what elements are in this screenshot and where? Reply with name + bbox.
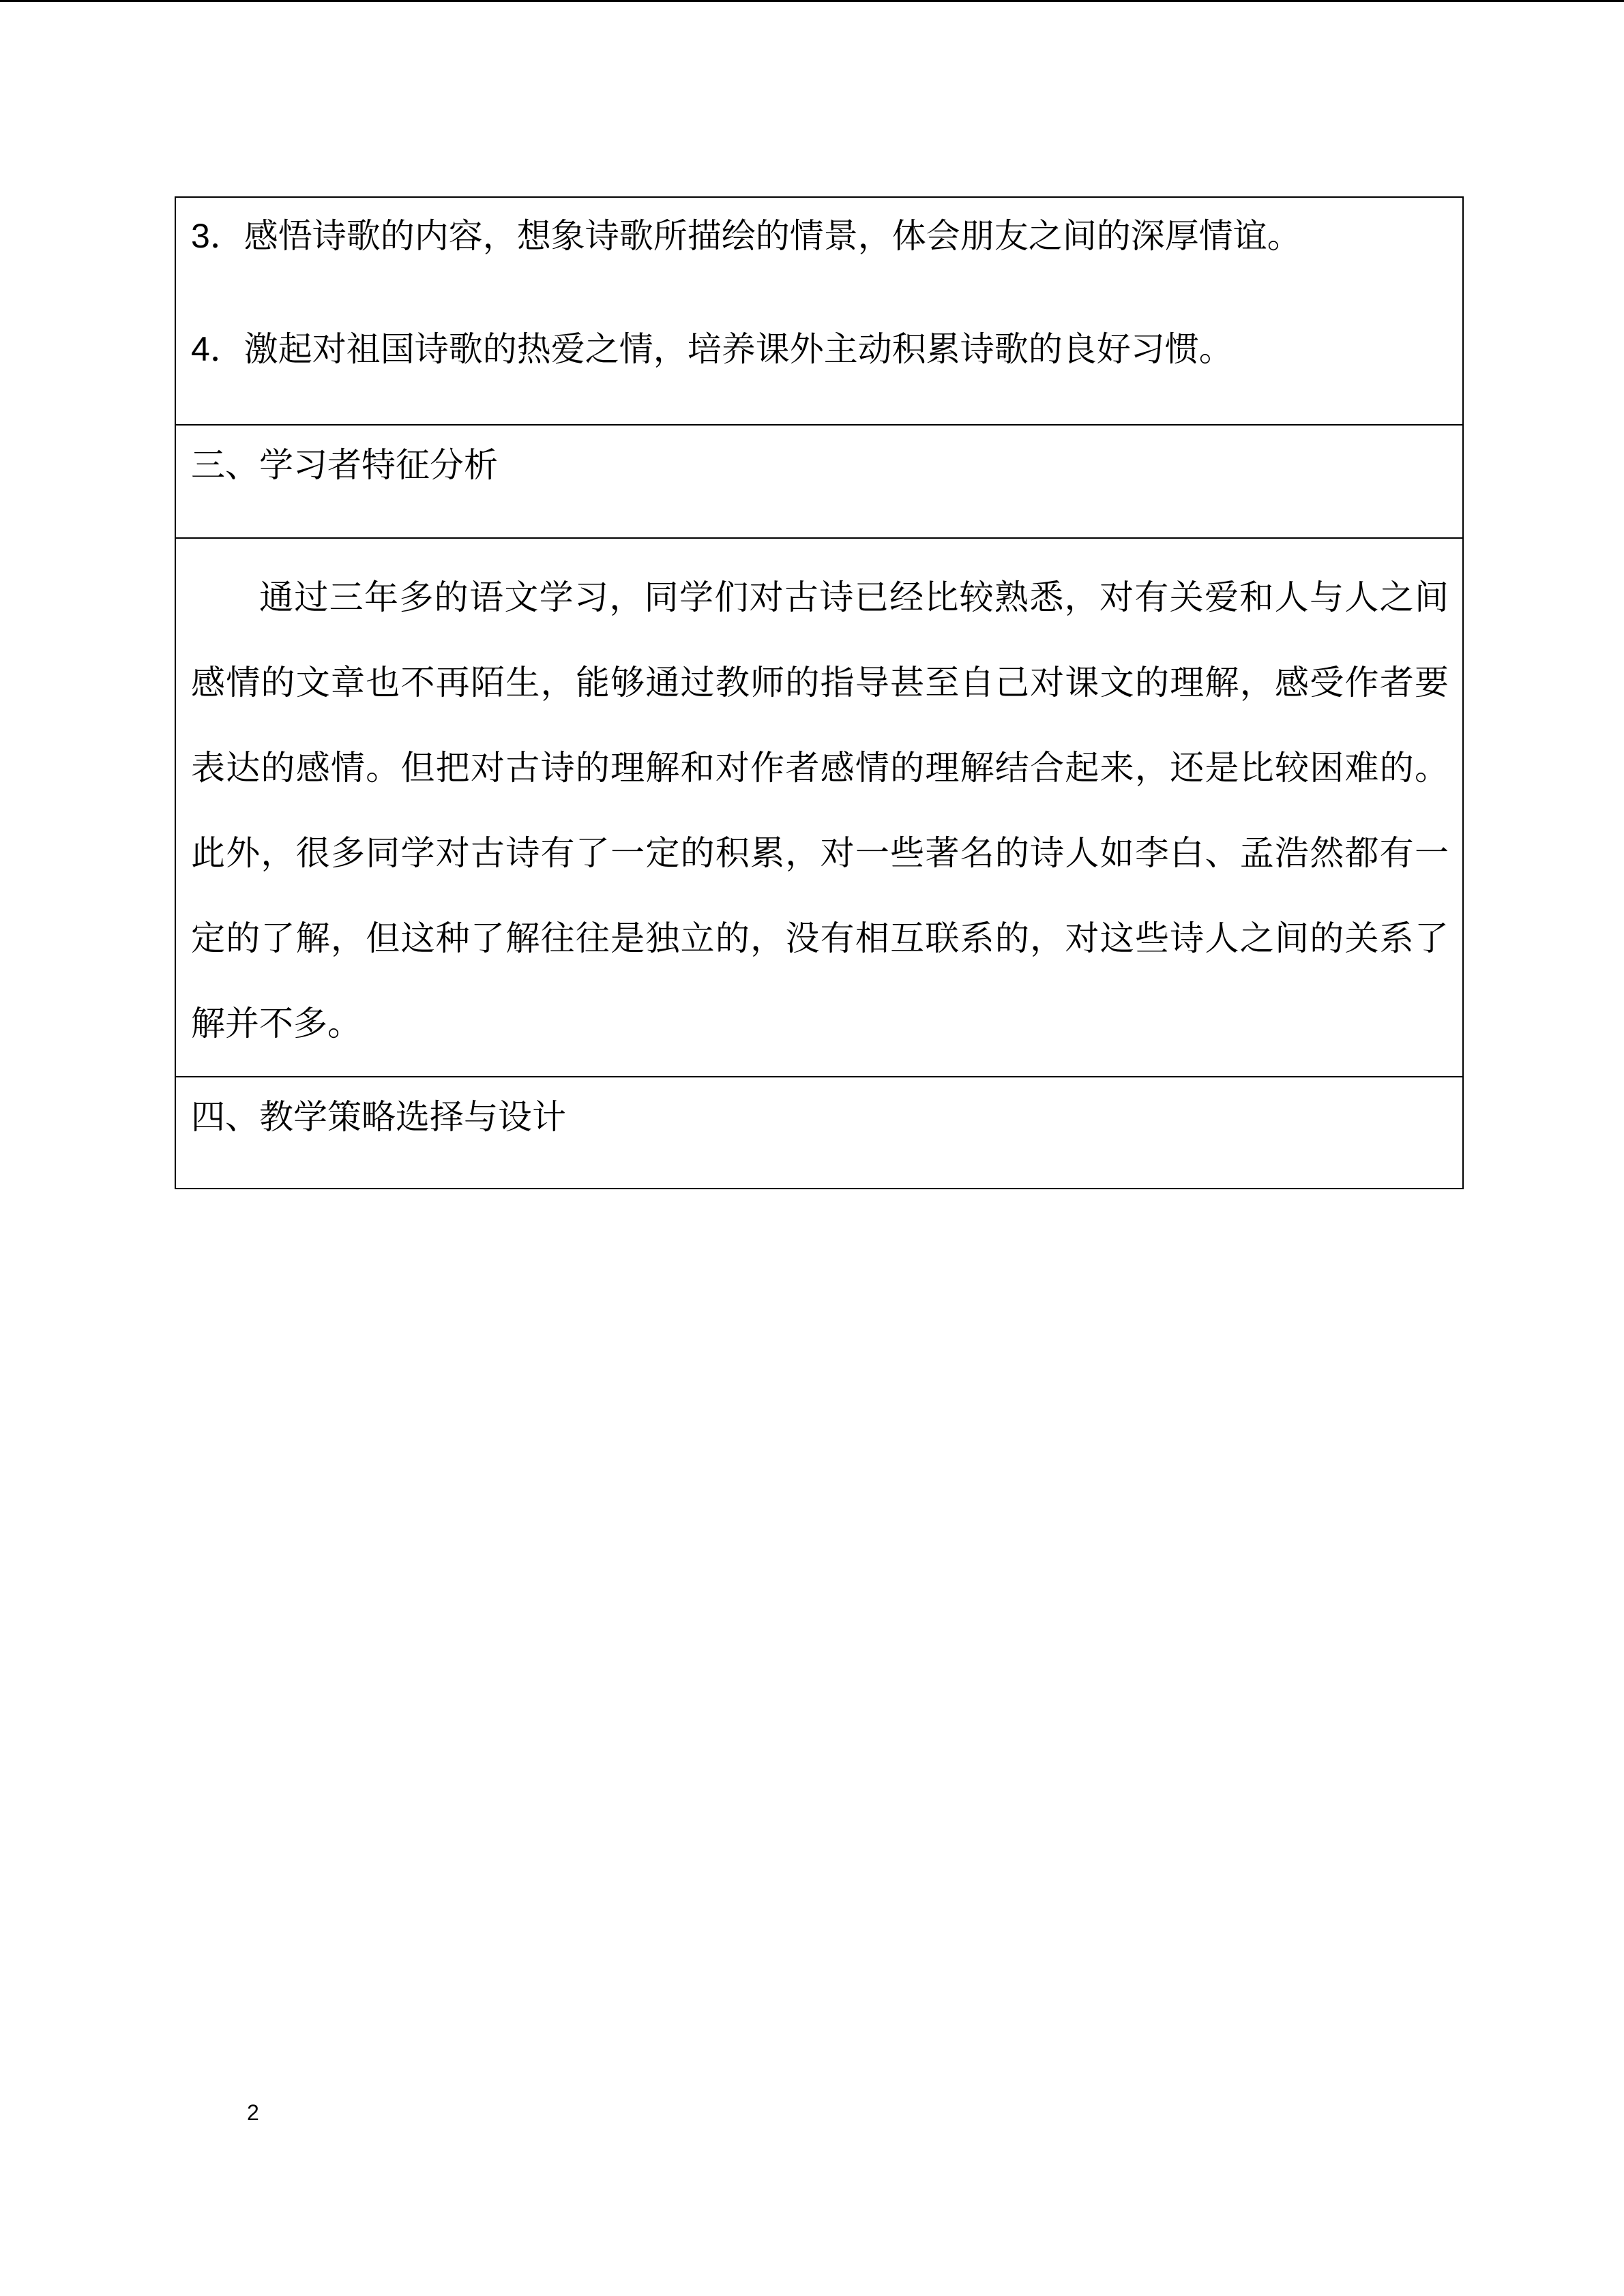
learner-analysis-heading: 三、学习者特征分析 — [191, 445, 498, 485]
learner-analysis-paragraph: 通过三年多的语文学习，同学们对古诗已经比较熟悉，对有关爱和人与人之间感情的文章也不再陌生，能够通过教师的指导甚至自己对课文的理解，感受作者要表达的感情。但把对古诗的理解和对作者感情的理解结合起来，还是比较困难的。此外，很多同学对古诗有了一定的积累，对一些著名的诗人如李白、孟浩然都有一定的了解，但这种了解往往是独立的，没有相互联系的，对这些诗人之间的关系了解并不多。 — [191, 578, 1449, 1043]
lesson-plan-table — [175, 196, 1464, 1189]
objectives-cell — [176, 198, 1462, 424]
objective-item-4-text: ．激起对祖国诗歌的热爱之情，培养课外主动积累诗歌的良好习惯。 — [209, 329, 1233, 369]
objective-item-3-text: ．感悟诗歌的内容，想象诗歌所描绘的情景，体会朋友之间的深厚情谊。 — [209, 216, 1301, 256]
page-number: 2 — [247, 2100, 259, 2125]
learner-analysis-body-cell — [176, 537, 1462, 1076]
objective-item-3-number: 3 — [191, 217, 210, 255]
page-top-border — [0, 0, 1624, 2]
teaching-strategy-heading: 四、教学策略选择与设计 — [191, 1097, 566, 1137]
objective-item-4 — [191, 330, 1447, 368]
learner-analysis-heading-cell — [176, 424, 1462, 537]
teaching-strategy-heading-cell — [176, 1076, 1462, 1188]
objective-item-3 — [191, 217, 1447, 255]
objective-item-4-number: 4 — [191, 330, 210, 368]
